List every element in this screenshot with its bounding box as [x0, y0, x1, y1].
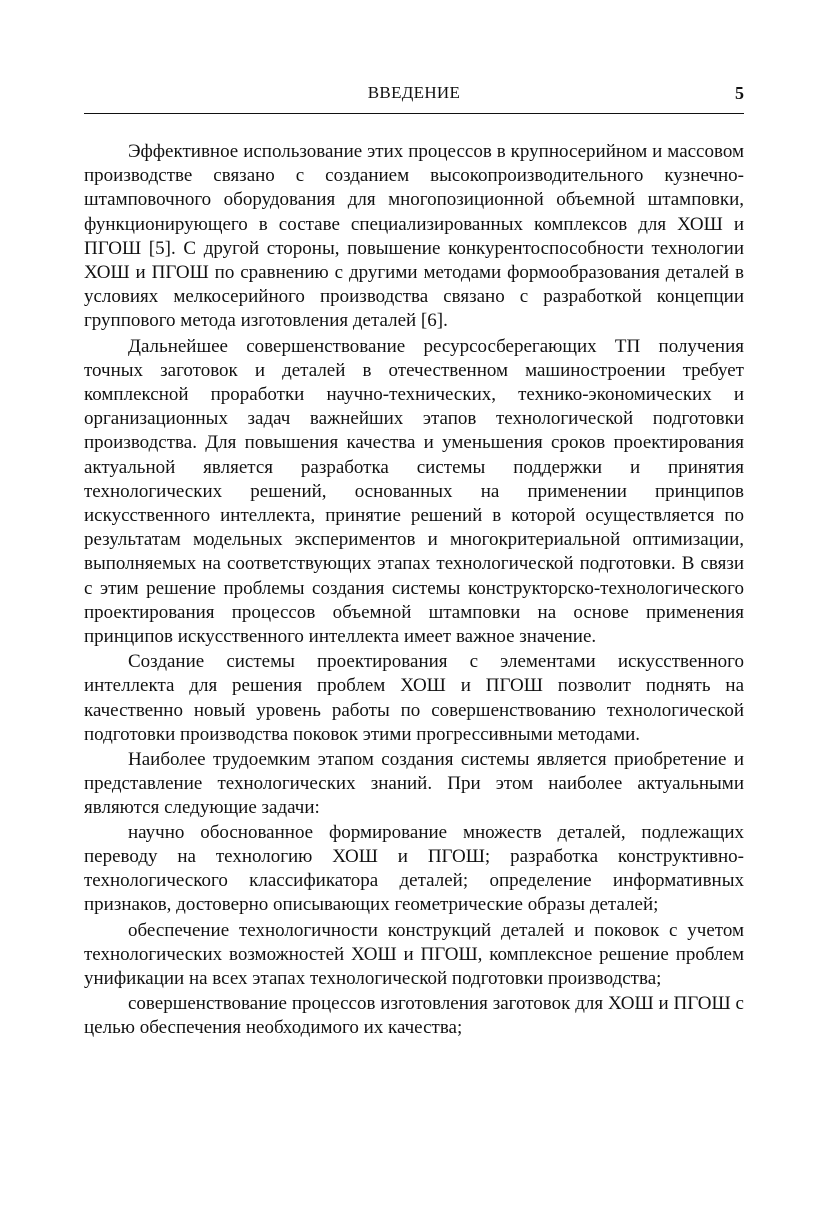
list-item: научно обоснованное формирование множеств деталей, подлежащих переводу на технологию ХОШ и ПГОШ; разработка конструктивно-технологического классификатора деталей; определение информативных признаков, достоверно описывающих геометрические образы деталей; — [84, 821, 744, 916]
paragraph: Дальнейшее совершенствование ресурсосберегающих ТП получения точных заготовок и деталей в отечественном машиностроении требует комплексной проработки научно-технических, технико-экономических и организационных задач важнейших этапов технологической подготовки производства. Для повышения качества и уменьшения сроков проектирования актуальной является разработка системы поддержки и принятия технологических решений, основанных на применении принципов искусственного интеллекта, принятие решений в которой осуществляется по результатам модельных экспериментов и многокритериальной оптимизации, выполняемых на соответствующих этапах технологической подготовки. В связи с этим решение проблемы создания системы конструкторско-технологического проектирования процессов объемной штамповки на основе применения принципов искусственного интеллекта имеет важное значение. — [84, 335, 744, 648]
header-rule — [84, 113, 744, 114]
book-page — [84, 0, 744, 1039]
paragraph: Наиболее трудоемким этапом создания системы является приобретение и представление технологических знаний. При этом наиболее актуальными являются следующие задачи: — [84, 749, 744, 819]
running-title: ВВЕДЕНИЕ — [367, 83, 461, 102]
body-text — [84, 140, 744, 1041]
paragraph: Создание системы проектирования с элементами искусственного интеллекта для решения проблем ХОШ и ПГОШ позволит поднять на качественно новый уровень работы по совершенствованию технологической подготовки производства поковок этими прогрессивными методами. — [84, 651, 744, 745]
paragraph: Эффективное использование этих процессов в крупносерийном и массовом производстве связано с созданием высокопроизводительного кузнечно-штамповочного оборудования для многопозиционной объемной штамповки, функционирующего в составе специализированных комплексов для ХОШ и ПГОШ [5]. С другой стороны, повышение конкурентоспособности технологии ХОШ и ПГОШ по сравнению с другими методами формообразования деталей в условиях мелкосерийного производства связано с разработкой концепции группового метода изготовления деталей [6]. — [84, 141, 744, 332]
list-item: совершенствование процессов изготовления заготовок для ХОШ и ПГОШ с целью обеспечения необходимого их качества; — [84, 993, 744, 1039]
page-number: 5 — [735, 83, 744, 103]
list-item: обеспечение технологичности конструкций деталей и поковок с учетом технологических возможностей ХОШ и ПГОШ, комплексное решение проблем унификации на всех этапах технологической подготовки производства; — [84, 919, 744, 989]
page-header — [84, 0, 744, 116]
